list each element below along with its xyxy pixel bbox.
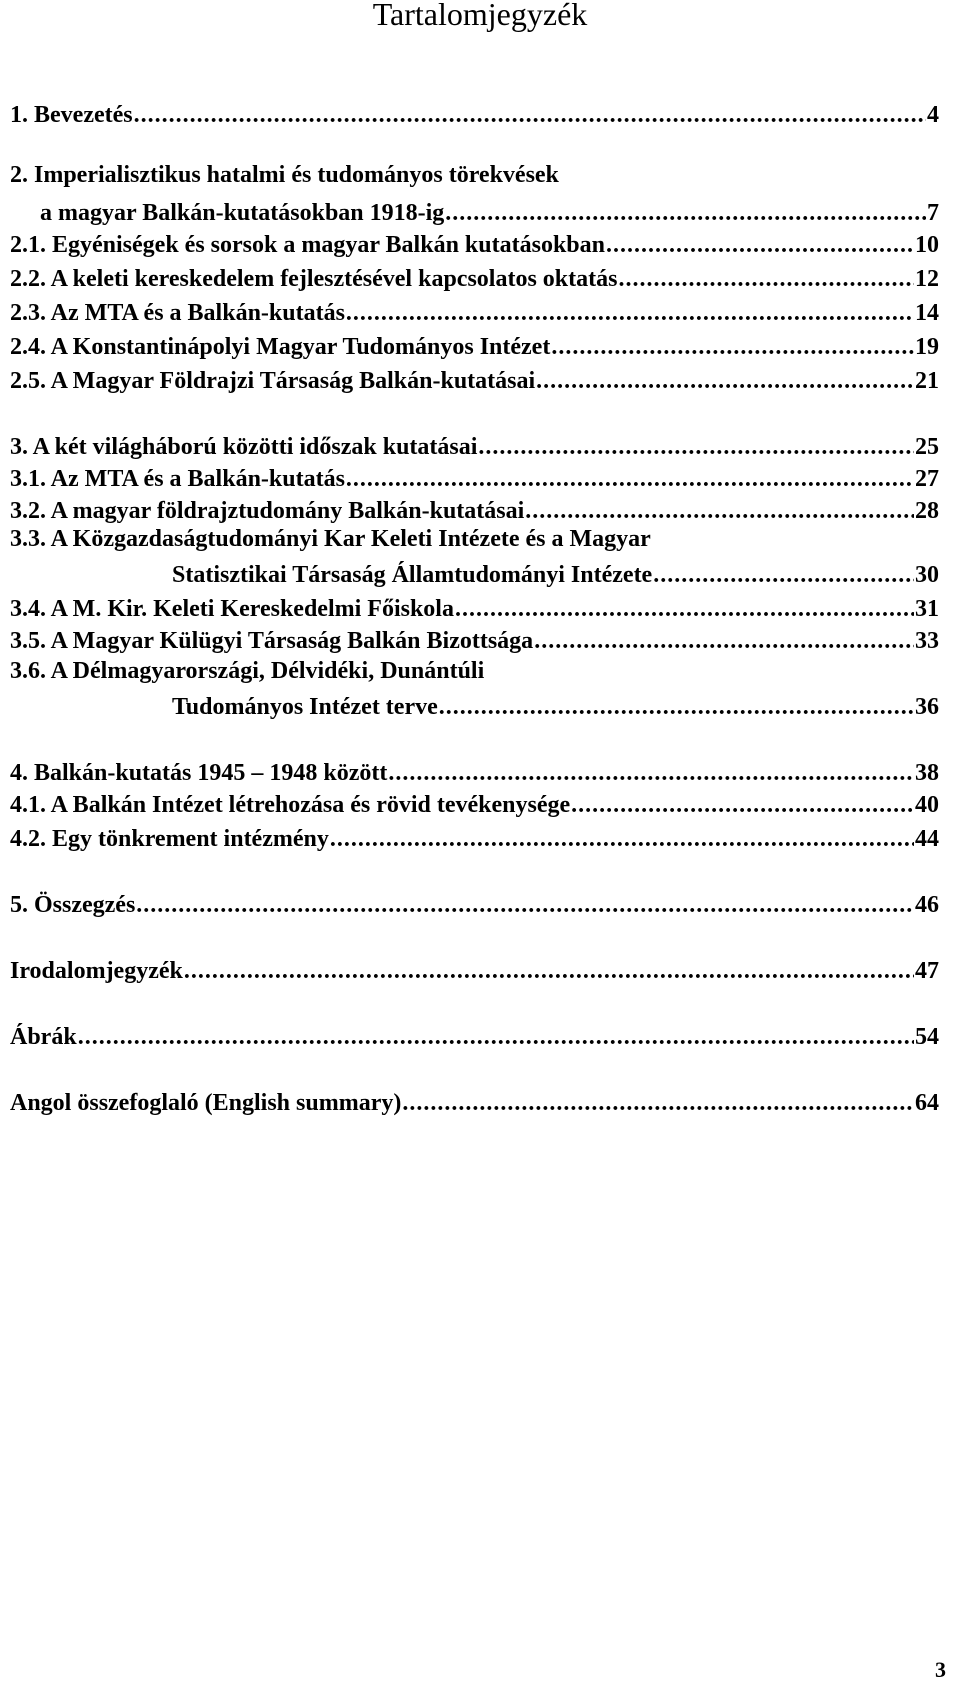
toc-entry-page: 30	[915, 562, 939, 588]
page-title: Tartalomjegyzék	[372, 0, 588, 32]
toc-entry-label: 4. Balkán-kutatás 1945 – 1948 között	[10, 760, 388, 786]
toc-entry-4[interactable]	[10, 752, 939, 788]
toc-entry-label: 2.3. Az MTA és a Balkán-kutatás	[10, 300, 345, 326]
toc-entry-label: 3. A két világháború közötti időszak kutatásai	[10, 434, 478, 460]
dot-leader	[534, 626, 914, 656]
toc-entry-page: 54	[915, 1024, 939, 1050]
toc-entry-page: 64	[915, 1090, 939, 1116]
toc-entry-label: a magyar Balkán-kutatásokban 1918-ig	[40, 200, 445, 226]
toc-entry-label: 3.4. A M. Kir. Keleti Kereskedelmi Főiskola	[10, 596, 454, 622]
toc-entry-3-3-line1: 3.3. A Közgazdaságtudományi Kar Keleti Intézete és a Magyar	[10, 526, 651, 552]
toc-entry-page: 27	[915, 466, 939, 492]
toc-entry-2-1[interactable]	[10, 224, 939, 260]
dot-leader	[184, 956, 914, 986]
toc-entry-3-3[interactable]	[172, 554, 939, 590]
toc-entry-label: Angol összefoglaló (English summary)	[10, 1090, 402, 1116]
dot-leader	[136, 890, 914, 920]
toc-entry-english-summary[interactable]	[10, 1082, 939, 1118]
dot-leader	[653, 560, 914, 590]
toc-entry-figures[interactable]	[10, 1016, 939, 1052]
toc-entry-label: 1. Bevezetés	[10, 102, 133, 128]
toc-entry-page: 7	[927, 200, 939, 226]
dot-leader	[536, 366, 914, 396]
toc-entry-label: 3.1. Az MTA és a Balkán-kutatás	[10, 466, 345, 492]
toc-entry-page: 44	[915, 826, 939, 852]
toc-entry-page: 47	[915, 958, 939, 984]
toc-entry-label: 4.1. A Balkán Intézet létrehozása és rövid tevékenysége	[10, 792, 571, 818]
dot-leader	[618, 264, 914, 294]
toc-entry-label: Irodalomjegyzék	[10, 958, 183, 984]
toc-entry-label: 3.2. A magyar földrajztudomány Balkán-kutatásai	[10, 498, 525, 524]
dot-leader	[330, 824, 914, 854]
toc-entry-3-5[interactable]	[10, 620, 939, 656]
toc-entry-page: 14	[915, 300, 939, 326]
toc-entry-page: 10	[915, 232, 939, 258]
dot-leader	[439, 692, 914, 722]
toc-entry-label: 4.2. Egy tönkrement intézmény	[10, 826, 329, 852]
toc-entry-label: 2.4. A Konstantinápolyi Magyar Tudományos Intézet	[10, 334, 551, 360]
toc-entry-page: 31	[915, 596, 939, 622]
toc-entry-label: 2.5. A Magyar Földrajzi Társaság Balkán-kutatásai	[10, 368, 536, 394]
toc-entry-label: Statisztikai Társaság Államtudományi Intézete	[172, 562, 653, 588]
toc-entry-page: 25	[915, 434, 939, 460]
toc-entry-2-4[interactable]	[10, 326, 939, 362]
dot-leader	[78, 1022, 914, 1052]
toc-entry-page: 40	[915, 792, 939, 818]
toc-entry-3-1[interactable]	[10, 458, 939, 494]
toc-entry-page: 38	[915, 760, 939, 786]
toc-entry-page: 19	[915, 334, 939, 360]
toc-entry-page: 12	[915, 266, 939, 292]
toc-entry-page: 46	[915, 892, 939, 918]
dot-leader	[346, 298, 914, 328]
toc-entry-page: 4	[927, 102, 939, 128]
toc-entry-3-6-line1: 3.6. A Délmagyarországi, Délvidéki, Dunántúli	[10, 658, 485, 684]
toc-entry-1[interactable]	[10, 94, 939, 130]
dot-leader	[606, 230, 914, 260]
toc-entry-page: 28	[915, 498, 939, 524]
toc-entry-label: Tudományos Intézet terve	[172, 694, 438, 720]
toc-entry-2[interactable]	[40, 192, 939, 228]
toc-entry-page: 36	[915, 694, 939, 720]
toc-entry-5[interactable]	[10, 884, 939, 920]
toc-entry-label: Ábrák	[10, 1024, 77, 1050]
dot-leader	[134, 100, 926, 130]
dot-leader	[402, 1088, 914, 1118]
toc-entry-2-3[interactable]	[10, 292, 939, 328]
toc-entry-page: 33	[915, 628, 939, 654]
toc-entry-label: 2.1. Egyéniségek és sorsok a magyar Balkán kutatásokban	[10, 232, 605, 258]
dot-leader	[525, 496, 914, 526]
toc-entry-2-5[interactable]	[10, 360, 939, 396]
toc-entry-4-1[interactable]	[10, 784, 939, 820]
toc-entry-bibliography[interactable]	[10, 950, 939, 986]
toc-entry-label: 3.5. A Magyar Külügyi Társaság Balkán Bizottsága	[10, 628, 534, 654]
toc-entry-label: 2.2. A keleti kereskedelem fejlesztésével kapcsolatos oktatás	[10, 266, 618, 292]
toc-entry-page: 21	[915, 368, 939, 394]
toc-entry-3[interactable]	[10, 426, 939, 462]
toc-entry-3-4[interactable]	[10, 588, 939, 624]
toc-entry-label: 5. Összegzés	[10, 892, 136, 918]
toc-entry-3-6[interactable]	[172, 686, 939, 722]
toc-entry-2-line1: 2. Imperialisztikus hatalmi és tudományos törekvések	[10, 162, 559, 188]
toc-entry-3-2[interactable]	[10, 490, 939, 526]
toc-entry-2-2[interactable]	[10, 258, 939, 294]
dot-leader	[551, 332, 914, 362]
dot-leader	[571, 790, 914, 820]
toc-entry-4-2[interactable]	[10, 818, 939, 854]
page-number: 3	[935, 1657, 946, 1682]
